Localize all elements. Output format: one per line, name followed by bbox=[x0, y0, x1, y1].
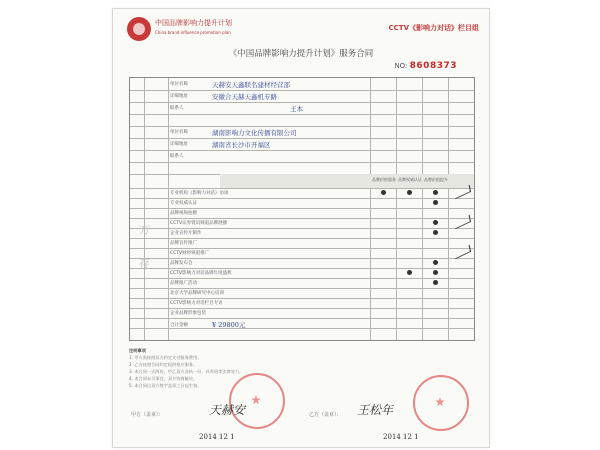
notes-section bbox=[129, 347, 469, 389]
header-col-3: 品牌价值提升 bbox=[424, 177, 448, 182]
total-amount: ¥ 29800元 bbox=[212, 321, 246, 329]
note-item: 2. 乙方按照合同约定提供相应服务。 bbox=[129, 362, 198, 367]
service-table bbox=[129, 77, 475, 341]
party-a-signature: 天赫安 bbox=[209, 403, 246, 417]
check-dot-icon bbox=[381, 190, 386, 195]
document-title: 《中国品牌影响力提升计划》服务合同 bbox=[228, 49, 374, 59]
party-b-signature: 王松年 bbox=[357, 403, 394, 417]
party-a-address-label: 详细地址 bbox=[170, 94, 188, 99]
header-col-1: 品牌价值服务 bbox=[372, 177, 396, 182]
brand-logo-icon bbox=[127, 17, 151, 41]
check-dot-icon bbox=[433, 230, 438, 235]
check-dot-icon bbox=[433, 220, 438, 225]
check-dot-icon bbox=[433, 280, 438, 285]
check-dot-icon bbox=[433, 270, 438, 275]
check-dot-icon bbox=[407, 270, 412, 275]
brand-name-en: China brand influence promotion plan bbox=[155, 30, 231, 35]
check-dot-icon bbox=[433, 200, 438, 205]
service-row-label: 品牌宣传推广 bbox=[170, 241, 197, 246]
service-row-label: 品牌推广活动 bbox=[170, 281, 197, 286]
party-b-seal-icon bbox=[413, 375, 469, 431]
contract-number-value: 8608373 bbox=[409, 61, 457, 71]
note-item: 1. 甲方需按照双方约定支付服务费用。 bbox=[129, 355, 202, 360]
watermark: 方 bbox=[139, 223, 150, 236]
party-a-name-label: 单位名称 bbox=[170, 82, 188, 87]
party-b-name-value: 湖南影响力文化传播有限公司 bbox=[212, 129, 297, 137]
party-a-sign-label: 甲方（盖章）： bbox=[131, 412, 164, 418]
service-row-label: CCTV影响力对话栏目专访 bbox=[170, 301, 223, 306]
party-a-address-value: 安徽合天赫天鑫机专路 bbox=[212, 93, 277, 101]
party-a-contact-value: 王本 bbox=[290, 105, 303, 113]
contract-number bbox=[394, 61, 457, 71]
service-row-label: CCTV财经频道推广 bbox=[170, 251, 210, 256]
party-b-contact-label: 联系人 bbox=[170, 154, 184, 159]
check-dot-icon bbox=[407, 190, 412, 195]
note-item: 3. 本合同一式两份，甲乙双方各执一份，具有同等法律效力。 bbox=[129, 369, 244, 374]
service-row-label: CCTV证券资讯频道品牌展播 bbox=[170, 221, 228, 226]
note-item: 5. 本合同自双方签字盖章之日起生效。 bbox=[129, 383, 202, 388]
party-a-name-value: 天赫安天鑫联名建材经营部 bbox=[212, 81, 290, 89]
service-row-label: 品牌视频拍摄 bbox=[170, 211, 197, 216]
total-label: 合计金额 bbox=[170, 323, 188, 328]
party-b-address-value: 湖南省长沙市开福区 bbox=[212, 141, 271, 149]
service-row-label: 企业宣传片制作 bbox=[170, 231, 202, 236]
contract-number-label: NO: bbox=[394, 62, 408, 70]
party-a-date: 2014 12 1 bbox=[199, 433, 235, 441]
service-row-label: CCTV影响力对话品牌年度盛典 bbox=[170, 271, 232, 276]
note-item: 4. 本合同未尽事宜，双方协商解决。 bbox=[129, 376, 198, 381]
party-b-date: 2014 12 1 bbox=[383, 433, 419, 441]
service-row-label: 品牌发布会 bbox=[170, 261, 193, 266]
check-dot-icon bbox=[433, 260, 438, 265]
party-b-address-label: 详细地址 bbox=[170, 142, 188, 147]
watermark: 存 bbox=[139, 257, 150, 270]
service-row-label: 北京大学品牌研究中心培训 bbox=[170, 291, 224, 296]
party-a-contact-label: 联系人 bbox=[170, 106, 184, 111]
service-row-label: 企业品牌形象包装 bbox=[170, 311, 206, 316]
service-row-label: 专业权威认证 bbox=[170, 201, 197, 206]
party-b-sign-label: 乙方（盖章）： bbox=[309, 412, 342, 418]
service-row-label: 专业机构《影响力对话》访谈 bbox=[170, 191, 229, 196]
brand-name bbox=[155, 19, 232, 37]
contract-page bbox=[112, 8, 490, 448]
party-b-name-label: 单位名称 bbox=[170, 130, 188, 135]
check-dot-icon bbox=[433, 190, 438, 195]
notes-title: 注明事项 bbox=[129, 348, 146, 353]
brand-name-cn: 中国品牌影响力提升计划 bbox=[155, 19, 232, 27]
header-col-2: 品牌权威认证 bbox=[398, 177, 422, 182]
cctv-logo: CCTV《影响力对话》栏目组 bbox=[388, 24, 479, 32]
